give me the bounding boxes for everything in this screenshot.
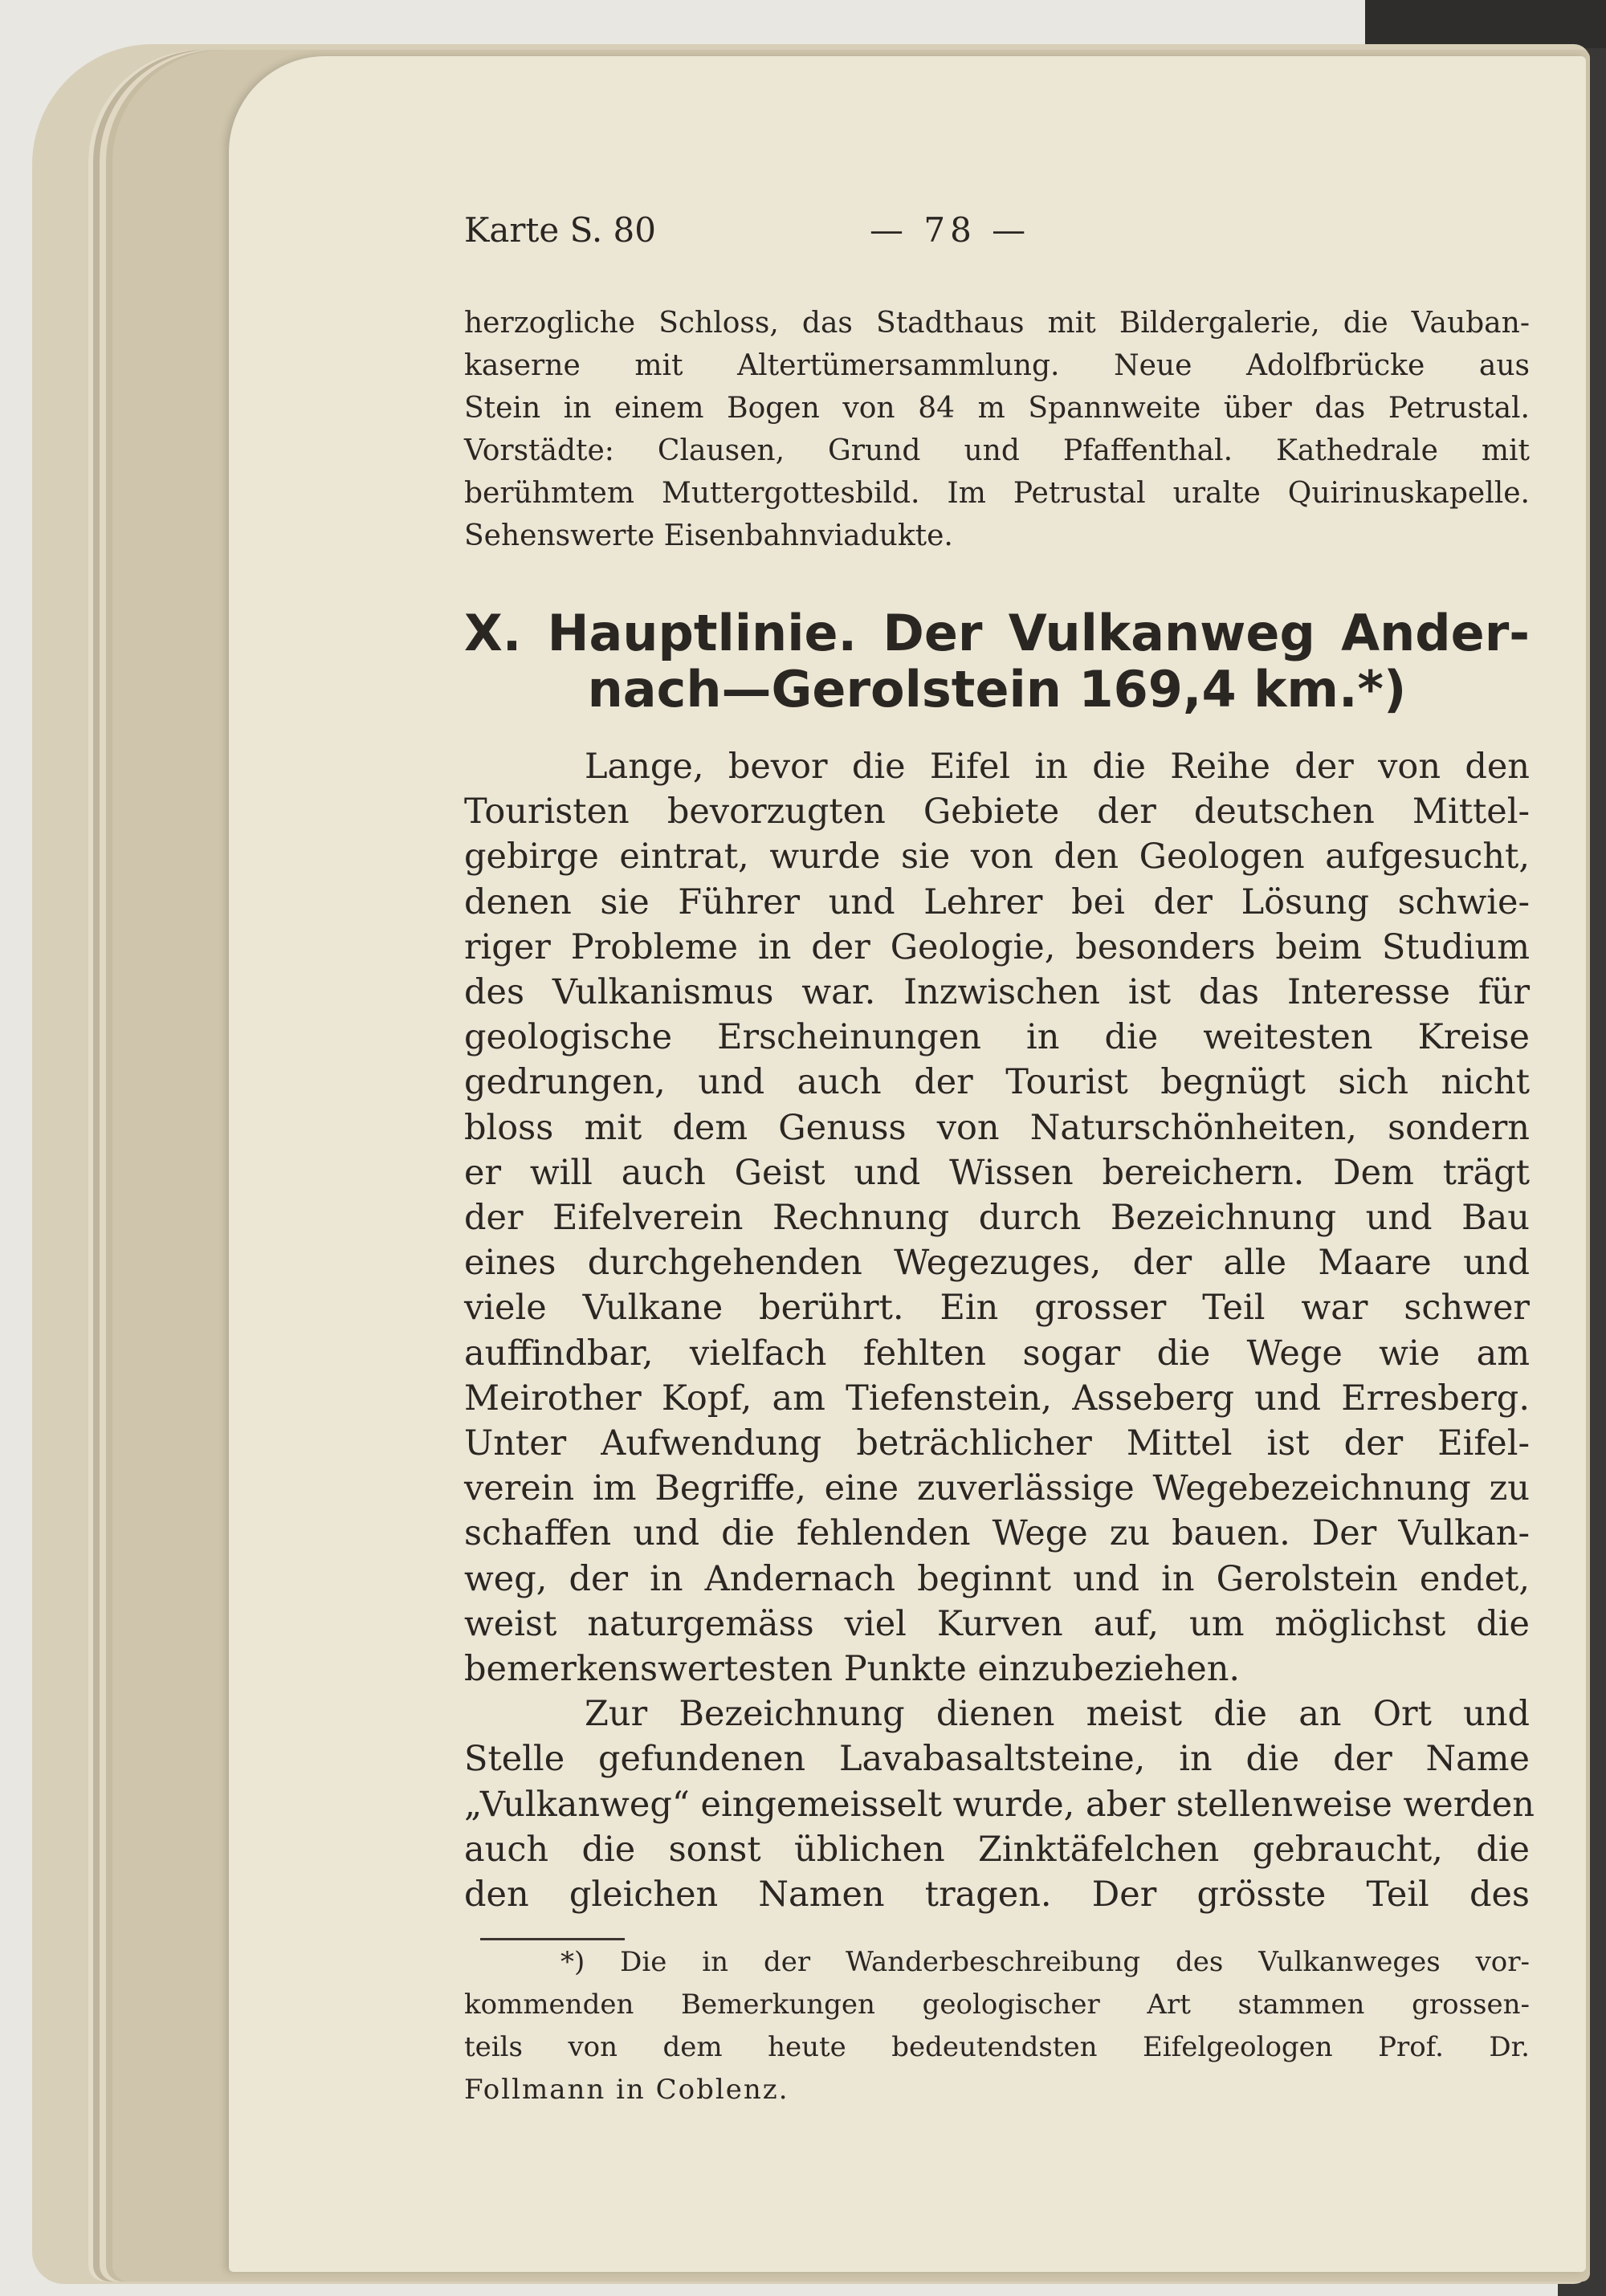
page-number: — 78 — <box>870 210 1031 250</box>
text-line: Vorstädte: Clausen, Grund und Pfaffenthal. Kathedrale mit <box>464 434 1530 467</box>
text-line: auch die sonst üblichen Zinktäfelchen gebraucht, die <box>464 1829 1530 1870</box>
section-heading-line-2: nach—Gerolstein 169,4 km.*) <box>587 660 1407 719</box>
footnote-rule <box>480 1938 625 1940</box>
text-line: den gleichen Namen tragen. Der grösste Teil des <box>464 1875 1530 1915</box>
running-header <box>464 210 1532 259</box>
text-line: Sehenswerte Eisenbahnviadukte. <box>464 519 953 552</box>
text-line: schaffen und die fehlenden Wege zu bauen. Der Vulkan- <box>464 1513 1530 1554</box>
text-line: Meirother Kopf, am Tiefenstein, Asseberg und Erresberg. <box>464 1378 1530 1419</box>
text-line: gedrungen, und auch der Tourist begnügt sich nicht <box>464 1062 1530 1103</box>
text-line: denen sie Führer und Lehrer bei der Lösung schwie- <box>464 881 1530 922</box>
text-line: kommenden Bemerkungen geologischer Art stammen grossen- <box>464 1989 1530 2021</box>
text-line: Unter Aufwendung beträchlicher Mittel ist der Eifel- <box>464 1423 1530 1463</box>
map-reference: Karte S. 80 <box>464 210 656 250</box>
text-line: herzogliche Schloss, das Stadthaus mit Bildergalerie, die Vauban- <box>464 307 1530 340</box>
text-line: des Vulkanismus war. Inzwischen ist das Interesse für <box>464 972 1530 1012</box>
text-line: der Eifelverein Rechnung durch Bezeichnung und Bau <box>464 1198 1530 1238</box>
text-line: auffindbar, vielfach fehlten sogar die Wege wie am <box>464 1333 1530 1374</box>
text-line: gebirge eintrat, wurde sie von den Geologen aufgesucht, <box>464 837 1530 877</box>
text-line: berühmtem Muttergottesbild. Im Petrustal uralte Quirinuskapelle. <box>464 477 1530 510</box>
text-line: eines durchgehenden Wegezuges, der alle Maare und <box>464 1243 1530 1284</box>
text-line: teils von dem heute bedeutendsten Eifelgeologen Prof. Dr. <box>464 2031 1530 2063</box>
text-line: Lange, bevor die Eifel in die Reihe der von den <box>585 747 1530 787</box>
text-line: viele Vulkane berührt. Ein grosser Teil war schwer <box>464 1288 1530 1329</box>
text-line: weist naturgemäss viel Kurven auf, um möglichst die <box>464 1603 1530 1644</box>
text-line: bloss mit dem Genuss von Naturschönheiten, sondern <box>464 1107 1530 1148</box>
text-line: Touristen bevorzugten Gebiete der deutschen Mittel- <box>464 792 1530 833</box>
text-line: „Vulkanweg“ eingemeisselt wurde, aber stellenweise werden <box>464 1784 1535 1825</box>
text-line: *) Die in der Wanderbeschreibung des Vulkanweges vor- <box>560 1946 1530 1978</box>
text-line: geologische Erscheinungen in die weitesten Kreise <box>464 1017 1530 1058</box>
text-line: Zur Bezeichnung dienen meist die an Ort und <box>585 1694 1530 1735</box>
text-line: Stein in einem Bogen von 84 m Spannweite über das Petrustal. <box>464 392 1530 425</box>
text-line: Stelle gefundenen Lavabasaltsteine, in die der Name <box>464 1739 1530 1780</box>
text-line: er will auch Geist und Wissen bereichern. Dem trägt <box>464 1152 1530 1193</box>
text-line: riger Probleme in der Geologie, besonders beim Studium <box>464 926 1530 967</box>
text-line: weg, der in Andernach beginnt und in Gerolstein endet, <box>464 1558 1530 1599</box>
section-heading-line-1: X. Hauptlinie. Der Vulkanweg Ander- <box>464 604 1530 662</box>
text-line: bemerkenswertesten Punkte einzubeziehen. <box>464 1649 1241 1689</box>
text-line: verein im Begriffe, eine zuverlässige Wegebezeichnung zu <box>464 1468 1530 1509</box>
text-line: Follmann in Coblenz. <box>464 2074 789 2106</box>
text-line: kaserne mit Altertümersammlung. Neue Adolfbrücke aus <box>464 349 1530 382</box>
top-cover-edge <box>1365 0 1606 48</box>
